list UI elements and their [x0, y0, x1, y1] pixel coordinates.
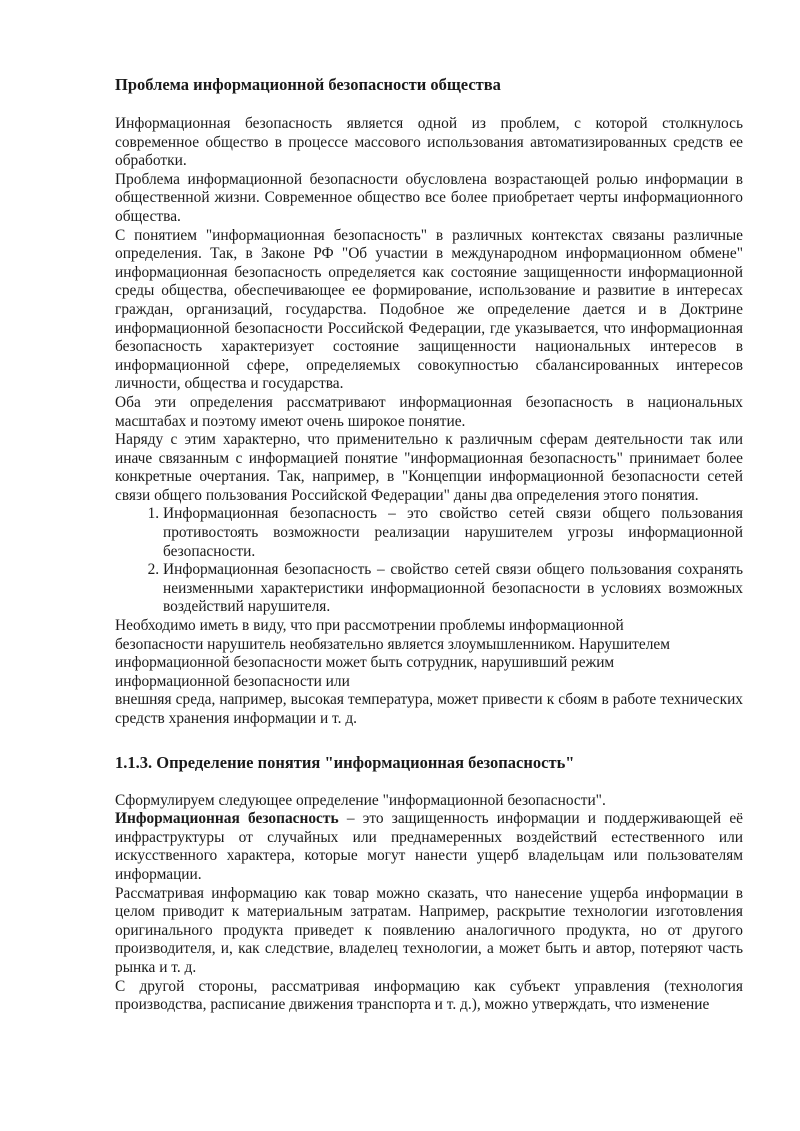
paragraph: Информационная безопасность является одной из проблем, с которой столкнулось современное общество в процессе массового использования автоматизированных средств ее обработки.	[115, 115, 743, 170]
defined-term: Информационная безопасность	[115, 810, 339, 828]
paragraph-line: безопасности нарушитель необязательно является злоумышленником. Нарушителем	[115, 635, 670, 653]
paragraph-line: Необходимо иметь в виду, что при рассмотрении проблемы информационной	[115, 617, 624, 635]
paragraph-line: информационной безопасности или	[115, 672, 350, 690]
paragraph-line: информационной безопасности может быть сотрудник, нарушивший режим	[115, 654, 615, 672]
paragraph: Сформулируем следующее определение "информационной безопасности".	[115, 791, 606, 809]
paragraph: С другой стороны, рассматривая информацию как субъект управления (технология производства, расписание движения транспорта и т. д.), можно утверждать, что изменение	[115, 977, 743, 1014]
list-item: 1. Информационная безопасность – это свойство сетей связи общего пользования противостоять возможности реализации нарушителем угрозы информационной безопасности.	[163, 505, 743, 561]
paragraph: Проблема информационной безопасности обусловлена возрастающей ролью информации в общественной жизни. Современное общество все более приобретает черты информационного общества.	[115, 170, 743, 225]
paragraph: Рассматривая информацию как товар можно сказать, что нанесение ущерба информации в целом приводит к материальным затратам. Например, раскрытие технологии изготовления оригинального продукта приведет к появлению аналогичного продукта, но от другого производителя, и, как следствие, владелец технологии, а может быть и автор, потеряют часть рынка и т. д.	[115, 884, 743, 976]
paragraph: Оба эти определения рассматривают информационная безопасность в национальных масштабах и поэтому имеют очень широкое понятие.	[115, 393, 743, 430]
section-title: Проблема информационной безопасности общества	[115, 75, 501, 94]
paragraph: Наряду с этим характерно, что применительно к различным сферам деятельности так или иначе связанным с информацией понятие "информационная безопасность" принимает более конкретные очертания. Так, например, в "Концепции информационной безопасности сетей связи общего пользования Российской Федерации" даны два определения этого понятия.	[115, 431, 743, 504]
definitions-list	[115, 505, 743, 617]
document-page	[115, 75, 743, 1015]
list-item: 2. Информационная безопасность – свойство сетей связи общего пользования сохранять неизменными характеристики информационной безопасности в условиях возможных воздействий нарушителя.	[163, 561, 743, 617]
section-heading: 1.1.3. Определение понятия "информационная безопасность"	[115, 752, 575, 772]
paragraph: С понятием "информационная безопасность" в различных контекстах связаны различные определения. Так, в Законе РФ "Об участии в международном информационном обмене" информационная безопасность определяется как состояние защищенности информационной среды общества, обеспечивающее ее формирование, использование и развитие в интересах граждан, организаций, государства. Подобное же определение дается и в Доктрине информационной безопасности Российской Федерации, где указывается, что информационная безопасность характеризует состояние защищенности национальных интересов в информационной сфере, определяемых совокупностью сбалансированных интересов личности, общества и государства.	[115, 226, 743, 393]
paragraph: внешняя среда, например, высокая температура, может привести к сбоям в работе технических средств хранения информации и т. д.	[115, 691, 743, 727]
definition-text: – это защищенность информации и поддерживающей её инфраструктуры от случайных или преднамеренных воздействий естественного или искусственного характера, которые могут нанести ущерб владельцам или пользователям информации.	[115, 810, 743, 883]
definition-paragraph	[115, 810, 743, 884]
